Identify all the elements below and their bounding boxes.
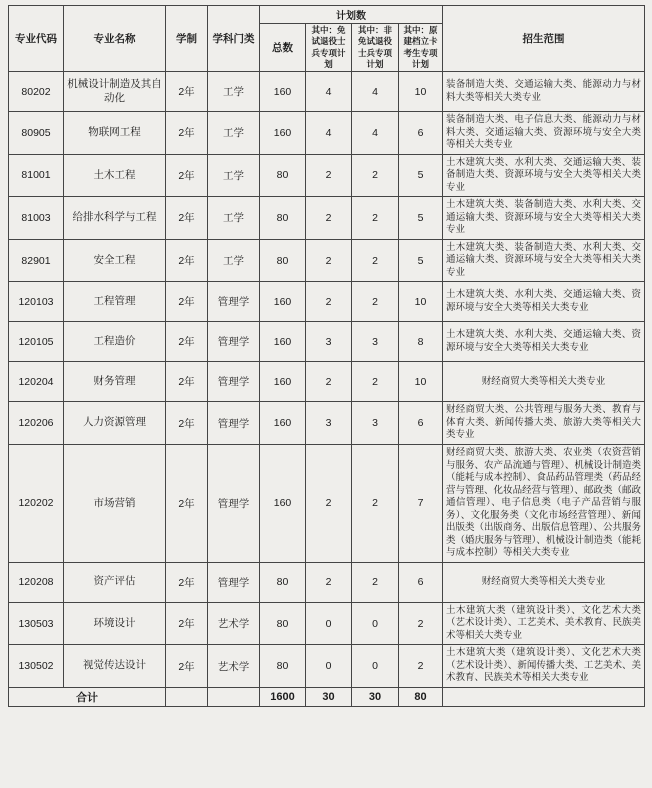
plan-total: 80 [260,645,306,688]
empty-cell [208,687,260,706]
major-category: 工学 [208,154,260,197]
major-code: 81001 [9,154,64,197]
major-name: 给排水科学与工程 [64,197,166,240]
plan-sub3: 10 [399,282,443,322]
header-major-name: 专业名称 [64,6,166,72]
plan-sub2: 2 [352,239,399,282]
plan-sub1: 2 [306,154,352,197]
major-duration: 2年 [166,602,208,645]
plan-sub2: 2 [352,154,399,197]
plan-sub3: 5 [399,154,443,197]
header-plan-group: 计划数 [260,6,443,24]
plan-sub1: 4 [306,72,352,112]
plan-total: 160 [260,282,306,322]
plan-sub2: 2 [352,362,399,402]
plan-sub2: 0 [352,602,399,645]
major-category: 艺术学 [208,645,260,688]
plan-total: 80 [260,239,306,282]
major-row [9,239,645,282]
major-duration: 2年 [166,239,208,282]
major-scope: 土木建筑大类（建筑设计类）、文化艺术大类（艺术设计类）、工艺美术、美术教育、民族美术等相关大类专业 [443,602,645,645]
major-name: 市场营销 [64,444,166,562]
major-category: 管理学 [208,402,260,445]
plan-sub1: 0 [306,602,352,645]
plan-sub1: 2 [306,197,352,240]
header-plan-sub1: 其中：免试退役士兵专项计划 [306,24,352,72]
major-row [9,562,645,602]
major-row [9,402,645,445]
major-scope: 土木建筑大类、装备制造大类、水利大类、交通运输大类、资源环境与安全大类等相关大类专业 [443,197,645,240]
header-duration: 学制 [166,6,208,72]
header-row-top [9,6,645,24]
plan-sub1: 4 [306,112,352,155]
plan-sub2: 4 [352,72,399,112]
major-scope: 土木建筑大类（建筑设计类）、文化艺术大类（艺术设计类）、新闻传播大类、工艺美术、美术教育、民族美术等相关大类专业 [443,645,645,688]
major-duration: 2年 [166,154,208,197]
major-scope: 土木建筑大类、装备制造大类、水利大类、交通运输大类、资源环境与安全大类等相关大类专业 [443,239,645,282]
plan-sub2: 3 [352,402,399,445]
plan-total: 160 [260,322,306,362]
empty-cell [166,687,208,706]
plan-sub2: 2 [352,197,399,240]
major-category: 管理学 [208,562,260,602]
plan-total: 80 [260,197,306,240]
major-name: 机械设计制造及其自动化 [64,72,166,112]
total-sub1: 30 [306,687,352,706]
plan-sub3: 7 [399,444,443,562]
plan-sub2: 2 [352,562,399,602]
major-name: 人力资源管理 [64,402,166,445]
plan-sub3: 2 [399,602,443,645]
major-name: 安全工程 [64,239,166,282]
header-plan-total: 总数 [260,24,306,72]
major-category: 管理学 [208,322,260,362]
major-duration: 2年 [166,282,208,322]
plan-total: 160 [260,402,306,445]
plan-total: 80 [260,602,306,645]
table-footer [9,687,645,706]
table-header [9,6,645,72]
plan-sub3: 6 [399,402,443,445]
major-duration: 2年 [166,362,208,402]
plan-sub3: 5 [399,197,443,240]
plan-sub1: 2 [306,362,352,402]
major-scope: 装备制造大类、电子信息大类、能源动力与材料大类、交通运输大类、资源环境与安全大类等相关大类专业 [443,112,645,155]
major-code: 82901 [9,239,64,282]
major-category: 艺术学 [208,602,260,645]
total-sub3: 80 [399,687,443,706]
major-name: 资产评估 [64,562,166,602]
major-row [9,645,645,688]
major-category: 工学 [208,72,260,112]
total-row [9,687,645,706]
plan-total: 80 [260,154,306,197]
major-scope: 财经商贸大类等相关大类专业 [443,562,645,602]
major-duration: 2年 [166,444,208,562]
plan-sub3: 5 [399,239,443,282]
plan-total: 80 [260,562,306,602]
major-scope: 财经商贸大类等相关大类专业 [443,362,645,402]
major-row [9,322,645,362]
major-duration: 2年 [166,112,208,155]
plan-sub1: 2 [306,239,352,282]
major-code: 80905 [9,112,64,155]
plan-sub1: 3 [306,322,352,362]
admission-plan-table [8,5,645,707]
header-plan-sub3: 其中：原建档立卡考生专项计划 [399,24,443,72]
plan-sub3: 6 [399,112,443,155]
plan-sub1: 3 [306,402,352,445]
total-sub2: 30 [352,687,399,706]
major-category: 工学 [208,197,260,240]
major-duration: 2年 [166,645,208,688]
plan-total: 160 [260,362,306,402]
major-scope: 土木建筑大类、水利大类、交通运输大类、资源环境与安全大类等相关大类专业 [443,322,645,362]
major-row [9,154,645,197]
major-category: 管理学 [208,362,260,402]
major-row [9,444,645,562]
major-name: 视觉传达设计 [64,645,166,688]
major-name: 财务管理 [64,362,166,402]
major-row [9,72,645,112]
plan-sub2: 0 [352,645,399,688]
major-name: 环境设计 [64,602,166,645]
major-name: 工程管理 [64,282,166,322]
plan-sub2: 2 [352,444,399,562]
plan-sub1: 0 [306,645,352,688]
major-scope: 土木建筑大类、水利大类、交通运输大类、资源环境与安全大类等相关大类专业 [443,282,645,322]
plan-total: 160 [260,444,306,562]
major-name: 工程造价 [64,322,166,362]
table-body [9,72,645,688]
plan-sub1: 2 [306,444,352,562]
major-name: 物联网工程 [64,112,166,155]
major-duration: 2年 [166,402,208,445]
header-plan-sub2: 其中：非免试退役士兵专项计划 [352,24,399,72]
major-code: 130503 [9,602,64,645]
plan-total: 160 [260,72,306,112]
major-code: 81003 [9,197,64,240]
major-code: 120208 [9,562,64,602]
header-scope: 招生范围 [443,6,645,72]
major-duration: 2年 [166,562,208,602]
plan-sub3: 2 [399,645,443,688]
plan-sub3: 10 [399,362,443,402]
plan-total: 160 [260,112,306,155]
major-duration: 2年 [166,197,208,240]
total-label: 合计 [9,687,166,706]
major-row [9,282,645,322]
major-code: 120202 [9,444,64,562]
major-code: 80202 [9,72,64,112]
major-row [9,112,645,155]
header-major-code: 专业代码 [9,6,64,72]
empty-cell [443,687,645,706]
major-code: 130502 [9,645,64,688]
plan-sub2: 3 [352,322,399,362]
major-duration: 2年 [166,322,208,362]
major-category: 工学 [208,112,260,155]
major-scope: 装备制造大类、交通运输大类、能源动力与材料大类等相关大类专业 [443,72,645,112]
plan-sub1: 2 [306,562,352,602]
major-code: 120204 [9,362,64,402]
plan-sub3: 10 [399,72,443,112]
major-name: 土木工程 [64,154,166,197]
major-category: 管理学 [208,444,260,562]
major-row [9,362,645,402]
plan-sub1: 2 [306,282,352,322]
major-row [9,197,645,240]
major-scope: 财经商贸大类、公共管理与服务大类、教育与体育大类、新闻传播大类、旅游大类等相关大类专业 [443,402,645,445]
major-category: 工学 [208,239,260,282]
header-discipline: 学科门类 [208,6,260,72]
major-category: 管理学 [208,282,260,322]
major-code: 120103 [9,282,64,322]
plan-sub2: 4 [352,112,399,155]
major-code: 120105 [9,322,64,362]
major-code: 120206 [9,402,64,445]
major-scope: 土木建筑大类、水利大类、交通运输大类、装备制造大类、资源环境与安全大类等相关大类专业 [443,154,645,197]
plan-sub3: 8 [399,322,443,362]
major-duration: 2年 [166,72,208,112]
plan-sub3: 6 [399,562,443,602]
major-row [9,602,645,645]
plan-sub2: 2 [352,282,399,322]
total-plan: 1600 [260,687,306,706]
major-scope: 财经商贸大类、旅游大类、农业类（农资营销与服务、农产品流通与管理）、机械设计制造类（能耗与成本控制）、食品药品管理类（药品经营与管理、化妆品经营与管理）、邮政类（邮政通信管理）、电子信息类（电子产品营销与服务）、文化服务类（文化市场经营管理）、新闻出版类（出版商务、出版信息管理）、公共服务类（婚庆服务与管理）、机械设计制造类（能耗与成本控制）等相关大类专业 [443,444,645,562]
